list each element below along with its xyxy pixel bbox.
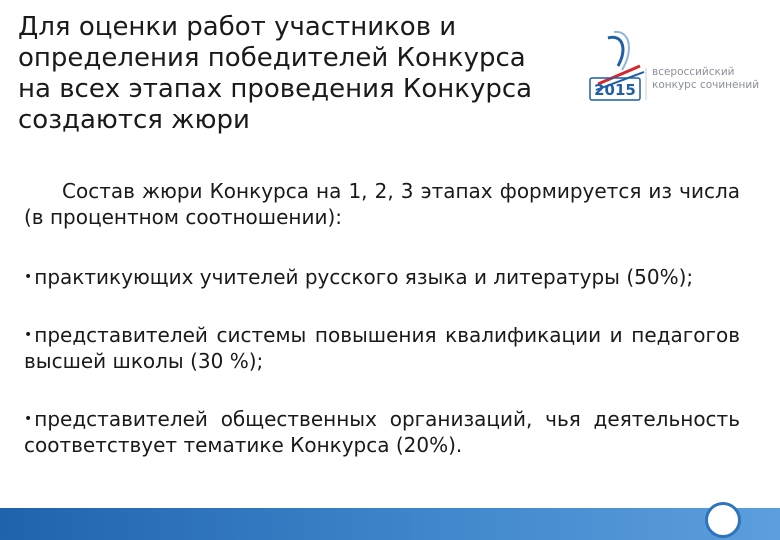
logo-caption <box>652 66 759 92</box>
footer-circle-icon <box>705 502 741 538</box>
logo-year: 2015 <box>594 81 636 99</box>
intro-paragraph: Состав жюри Конкурса на 1, 2, 3 этапах формируется из числа (в процентном соотношении): <box>24 179 740 229</box>
logo-caption-line1: всероссийский <box>652 66 735 78</box>
logo-caption-line2: конкурс сочинений <box>652 79 760 91</box>
list-item <box>24 406 740 458</box>
bullet-icon: • <box>24 327 33 343</box>
list-item <box>24 264 740 290</box>
list-item-text: практикующих учителей русского языка и литературы (50%); <box>34 265 694 289</box>
list-item-text: представителей общественных организаций, чья деятельность соответствует тематике Конкурса (20%). <box>24 407 740 457</box>
bullet-icon: • <box>24 411 33 427</box>
footer-bar <box>0 508 780 540</box>
bullet-icon: • <box>24 269 33 285</box>
list-item-text: представителей системы повышения квалификации и педагогов высшей школы (30 %); <box>24 323 740 373</box>
slide-title: Для оценки работ участников и определения победителей Конкурса на всех этапах проведения Конкурса создаются жюри <box>18 12 533 135</box>
list-item <box>24 322 740 374</box>
